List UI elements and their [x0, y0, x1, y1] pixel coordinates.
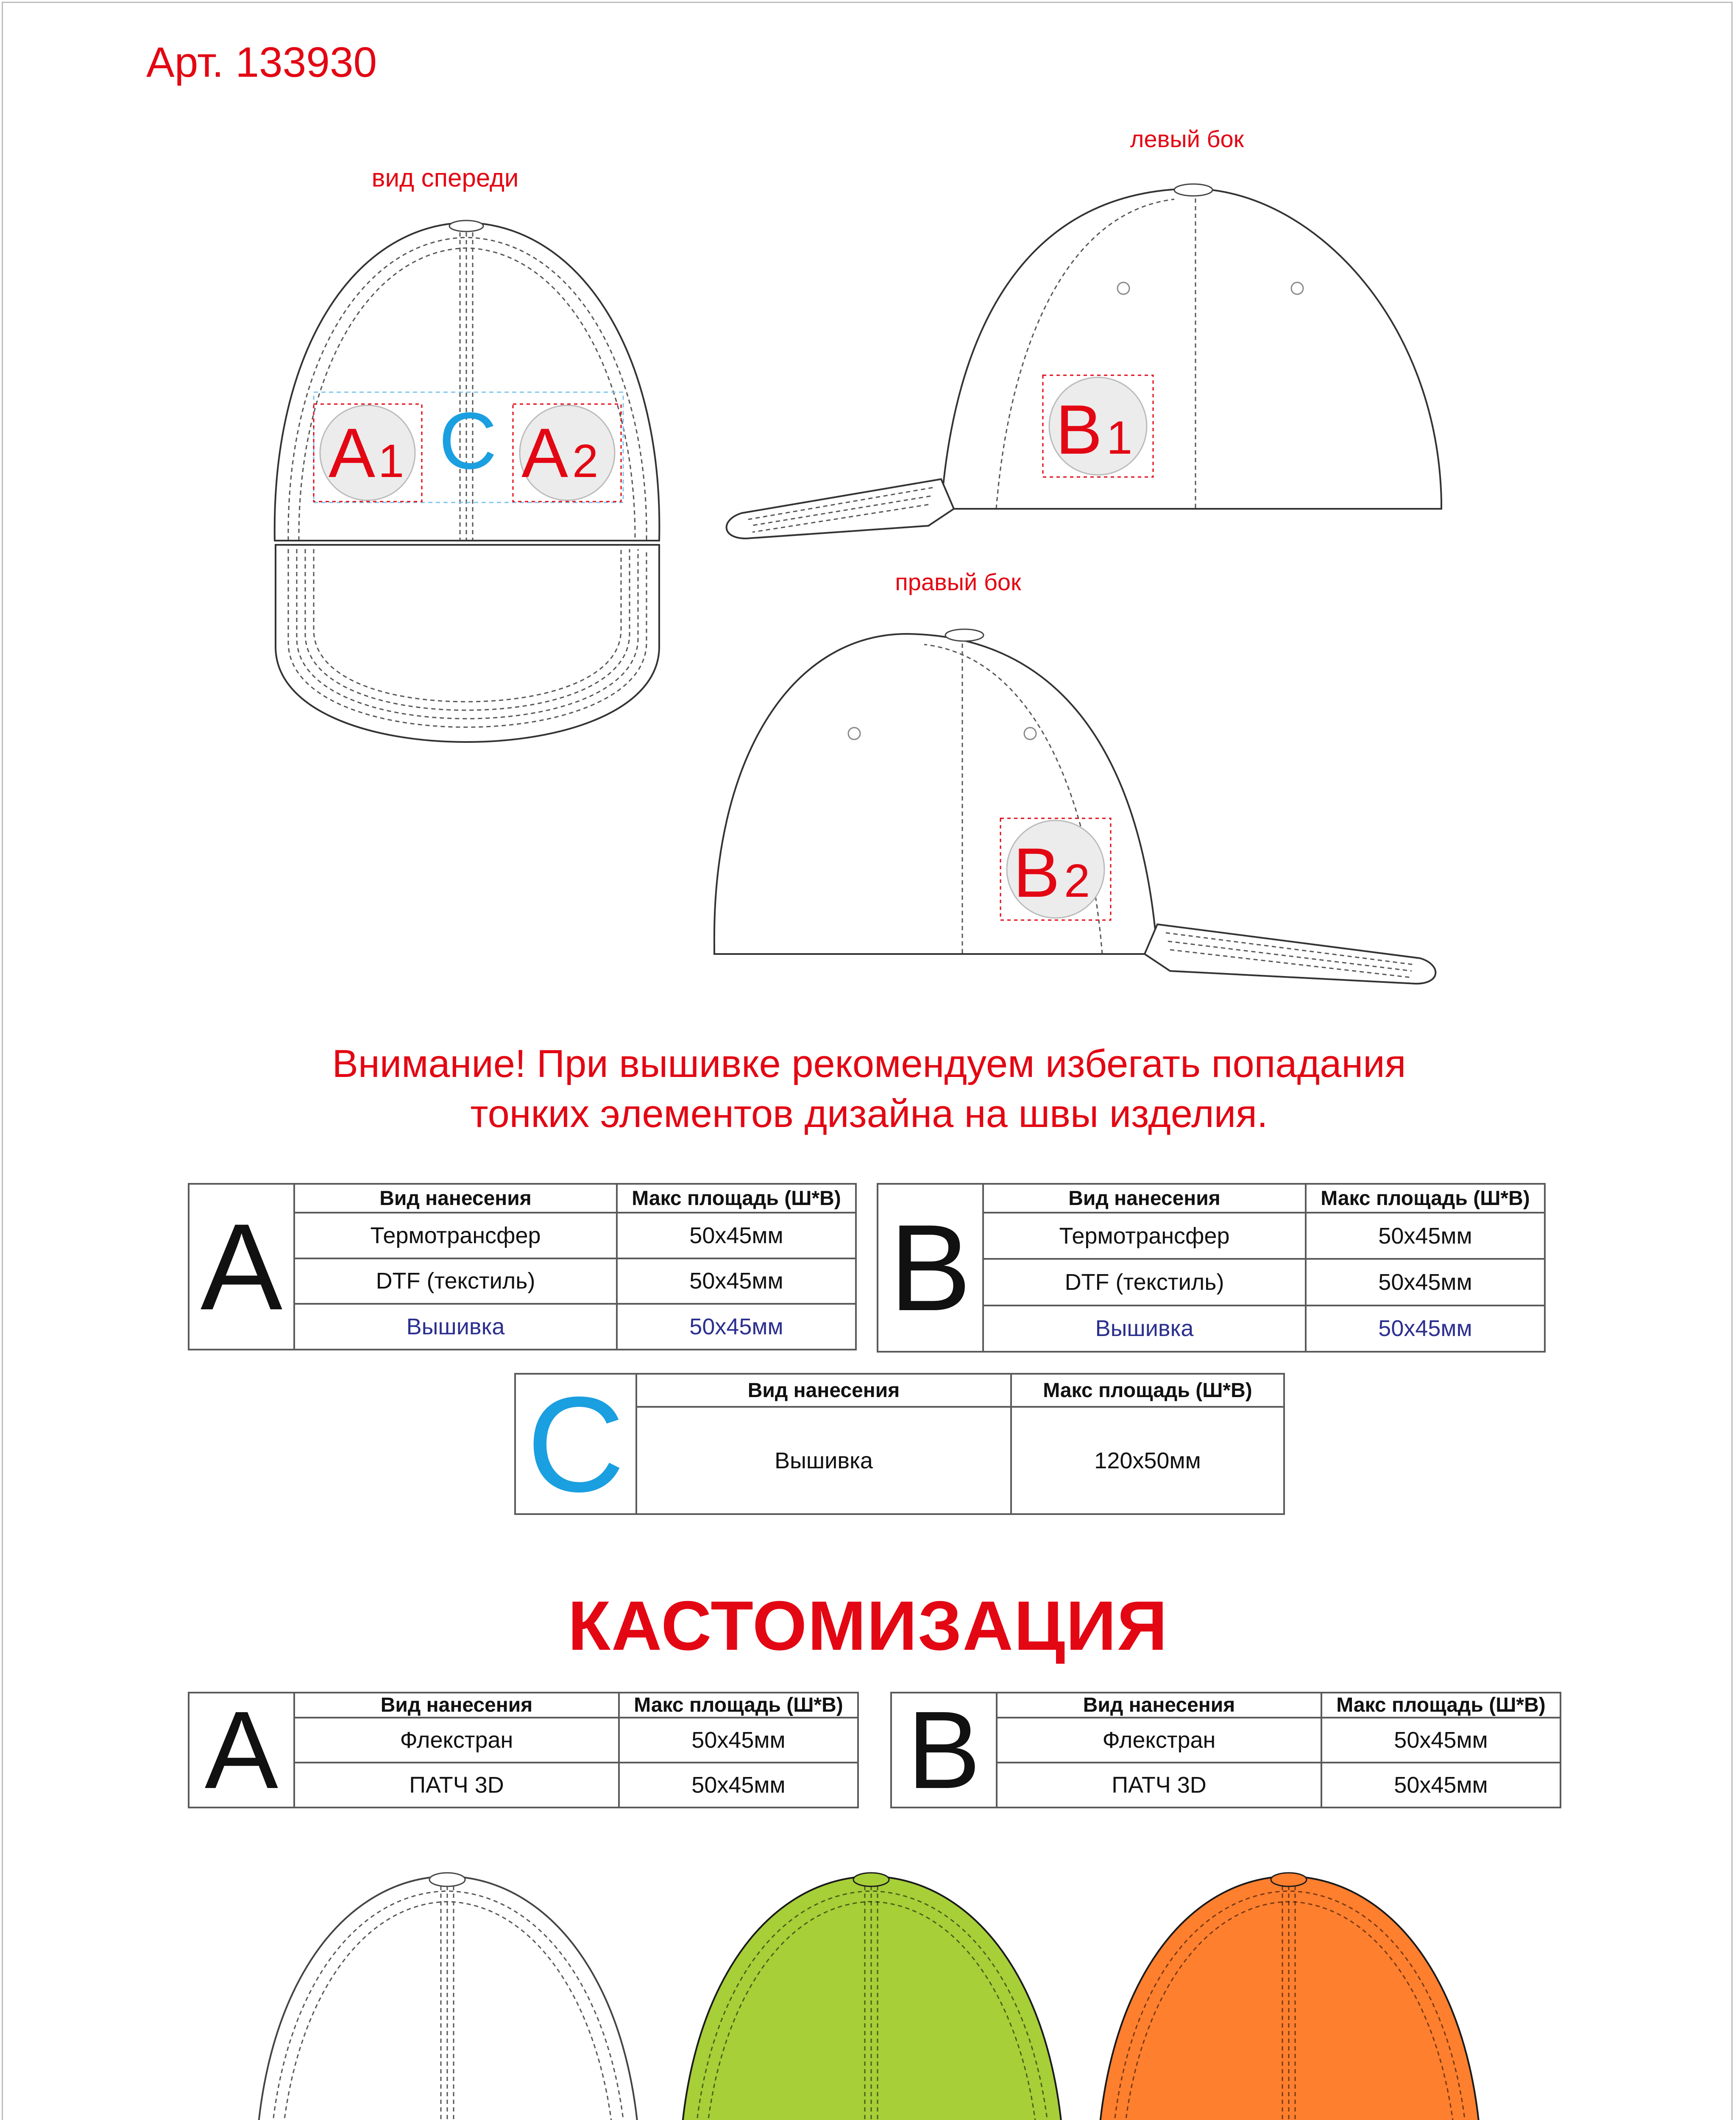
custom-table-b-col-area: Макс площадь (Ш*В) — [1321, 1693, 1560, 1718]
table-zone-a — [188, 1183, 857, 1350]
table-cell: ПАТЧ 3D — [997, 1763, 1321, 1808]
table-cell: 50х45мм — [1321, 1718, 1560, 1763]
table-cell: 50х45мм — [619, 1718, 858, 1763]
table-zone-b — [877, 1183, 1546, 1353]
table-b-letter: B — [878, 1184, 983, 1352]
color-variant-cap — [672, 1868, 1075, 2120]
table-cell: Вышивка — [636, 1407, 1011, 1514]
zone-a2-label: A — [521, 414, 568, 492]
table-cell: Термотрансфер — [294, 1213, 617, 1258]
zone-b2-subscript: 2 — [1064, 855, 1090, 907]
table-zone-c — [514, 1368, 1285, 1520]
zone-a2-subscript: 2 — [572, 435, 599, 487]
table-c-letter: C — [515, 1374, 636, 1514]
zone-c-label: C — [439, 396, 497, 486]
table-cell: ПАТЧ 3D — [294, 1763, 619, 1808]
table-a-col-method: Вид нанесения — [294, 1184, 617, 1213]
table-c-col-method: Вид нанесения — [636, 1374, 1011, 1407]
table-cell: Флекстран — [294, 1718, 619, 1763]
zone-a1-subscript: 1 — [378, 435, 404, 487]
custom-table-a-col-area: Макс площадь (Ш*В) — [619, 1693, 858, 1718]
table-b-col-area: Макс площадь (Ш*В) — [1306, 1184, 1545, 1213]
custom-table-b-letter: B — [891, 1693, 997, 1808]
table-cell: Термотрансфер — [983, 1213, 1306, 1259]
right-view-label: правый бок — [895, 569, 1021, 595]
article-number: Арт. 133930 — [146, 39, 377, 86]
table-cell: 50х45мм — [1306, 1213, 1545, 1259]
table-cell: 50х45мм — [617, 1304, 856, 1350]
table-cell: Вышивка — [983, 1305, 1306, 1352]
table-cell: 50х45мм — [617, 1258, 856, 1304]
table-cell: 120х50мм — [1011, 1407, 1284, 1514]
table-cell: 50х45мм — [1321, 1763, 1560, 1808]
table-c-col-area: Макс площадь (Ш*В) — [1011, 1374, 1284, 1407]
custom-table-zone-a — [188, 1688, 859, 1812]
table-cell: 50х45мм — [1306, 1259, 1545, 1305]
zone-a1-label: A — [329, 414, 376, 492]
right-side-cap — [708, 619, 1446, 992]
table-cell: Флекстран — [997, 1718, 1321, 1763]
custom-table-zone-b — [890, 1688, 1561, 1812]
warning-line-2: тонких элементов дизайна на швы изделия. — [470, 1092, 1268, 1135]
left-side-cap — [716, 174, 1454, 547]
custom-table-a-col-method: Вид нанесения — [294, 1693, 619, 1718]
front-view-label: вид спереди — [371, 164, 519, 192]
custom-table-a-letter: A — [189, 1693, 294, 1808]
warning-line-1: Внимание! При вышивке рекомендуем избегать попадания — [332, 1042, 1406, 1085]
color-variant-cap — [1090, 1868, 1492, 2120]
zone-b1-label: B — [1056, 391, 1103, 469]
customization-title: КАСТОМИЗАЦИЯ — [568, 1587, 1168, 1665]
table-a-col-area: Макс площадь (Ш*В) — [617, 1184, 856, 1213]
table-cell: DTF (текстиль) — [294, 1258, 617, 1304]
table-cell: 50х45мм — [619, 1763, 858, 1808]
table-b-col-method: Вид нанесения — [983, 1184, 1306, 1213]
table-cell: 50х45мм — [1306, 1305, 1545, 1352]
front-view-cap — [267, 214, 670, 765]
table-cell: 50х45мм — [617, 1213, 856, 1258]
zone-b2-label: B — [1013, 834, 1060, 912]
zone-b1-subscript: 1 — [1106, 412, 1133, 464]
table-cell: Вышивка — [294, 1304, 617, 1350]
table-cell: DTF (текстиль) — [983, 1259, 1306, 1305]
color-variant-cap — [248, 1868, 651, 2120]
left-view-label: левый бок — [1130, 126, 1244, 152]
table-a-letter: A — [189, 1184, 294, 1350]
custom-table-b-col-method: Вид нанесения — [997, 1693, 1321, 1718]
